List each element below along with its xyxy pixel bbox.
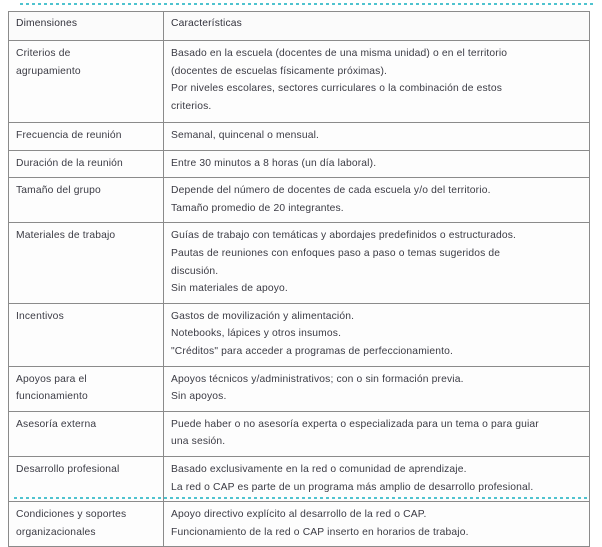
column-header-dimensiones: Dimensiones [9,12,164,41]
table-row [9,366,590,411]
characteristics-cell [164,150,590,178]
characteristic-line: Funcionamiento de la red o CAP inserto en horarios de trabajo. [171,526,469,538]
dimension-line: Apoyos para el [16,373,87,385]
table-row [9,502,590,547]
characteristic-line: discusión. [171,265,219,277]
table-row [9,178,590,223]
table-row [9,303,590,366]
dimension-cell [9,178,164,223]
dimension-line: Criterios de [16,48,71,59]
characteristic-line: Pautas de reuniones con enfoques paso a paso o temas sugeridos de [171,247,501,259]
table-row [9,223,590,303]
dimension-cell [9,456,164,501]
dimension-line: Duración de la reunión [16,157,123,169]
dimension-line: Materiales de trabajo [16,230,116,242]
dimension-line: funcionamiento [16,391,88,403]
dimension-line: agrupamiento [16,65,81,77]
characteristic-line: criterios. [171,100,212,112]
characteristics-cell [164,223,590,303]
characteristic-line: Guías de trabajo con temáticas y abordajes predefinidos o estructurados. [171,230,517,242]
characteristic-line: Depende del número de docentes de cada escuela y/o del territorio. [171,185,491,197]
characteristics-cell [164,502,590,547]
characteristics-cell [164,303,590,366]
table-row [9,123,590,151]
dimension-cell [9,123,164,151]
characteristics-cell [164,366,590,411]
characteristic-line: Apoyos técnicos y/administrativos; con o sin formación previa. [171,373,464,385]
characteristic-line: Entre 30 minutos a 8 horas (un día laboral). [171,157,377,169]
characteristic-line: "Créditos" para acceder a programas de perfeccionamiento. [171,345,454,357]
characteristic-line: Sin apoyos. [171,391,227,403]
characteristics-cell [164,456,590,501]
dimension-line: Frecuencia de reunión [16,130,122,141]
dimension-line: Incentivos [16,310,64,322]
dimensions-characteristics-table [8,11,590,547]
table-row [9,41,590,123]
characteristic-line: una sesión. [171,436,226,448]
characteristic-line: (docentes de escuelas físicamente próximas). [171,65,388,77]
characteristics-cell [164,178,590,223]
characteristic-line: Notebooks, lápices y otros insumos. [171,328,342,340]
dimension-line: Asesoría externa [16,418,97,430]
dimension-line: Condiciones y soportes [16,509,127,521]
characteristic-line: Apoyo directivo explícito al desarrollo de la red o CAP. [171,509,427,521]
characteristic-line: Tamaño promedio de 20 integrantes. [171,202,344,214]
dimension-cell [9,366,164,411]
dimension-line: Tamaño del grupo [16,185,101,197]
characteristic-line: La red o CAP es parte de un programa más amplio de desarrollo profesional. [171,481,534,493]
table-container [8,11,589,547]
table-row [9,411,590,456]
dimension-cell [9,411,164,456]
characteristic-line: Puede haber o no asesoría experta o especializada para un tema o para guiar [171,418,539,430]
bottom-guide-rule [14,497,590,499]
characteristic-line: Basado exclusivamente en la red o comunidad de aprendizaje. [171,463,467,475]
dimension-cell [9,303,164,366]
characteristic-line: Por niveles escolares, sectores curriculares o la combinación de estos [171,83,502,95]
characteristic-line: Sin materiales de apoyo. [171,283,288,295]
dimension-cell [9,223,164,303]
dimension-cell [9,41,164,123]
characteristics-cell [164,411,590,456]
characteristic-line: Gastos de movilización y alimentación. [171,310,355,322]
dimension-line: organizacionales [16,526,96,538]
characteristics-cell [164,41,590,123]
table-header [9,12,590,41]
dimension-cell [9,502,164,547]
column-header-caracteristicas: Características [164,12,590,41]
characteristic-line: Semanal, quincenal o mensual. [171,130,320,141]
table-header-row [9,12,590,41]
table-row [9,456,590,501]
top-guide-rule [20,3,596,5]
characteristics-cell [164,123,590,151]
dimension-line: Desarrollo profesional [16,463,120,475]
characteristic-line: Basado en la escuela (docentes de una misma unidad) o en el territorio [171,48,508,59]
table-row [9,150,590,178]
table-body [9,41,590,547]
dimension-cell [9,150,164,178]
